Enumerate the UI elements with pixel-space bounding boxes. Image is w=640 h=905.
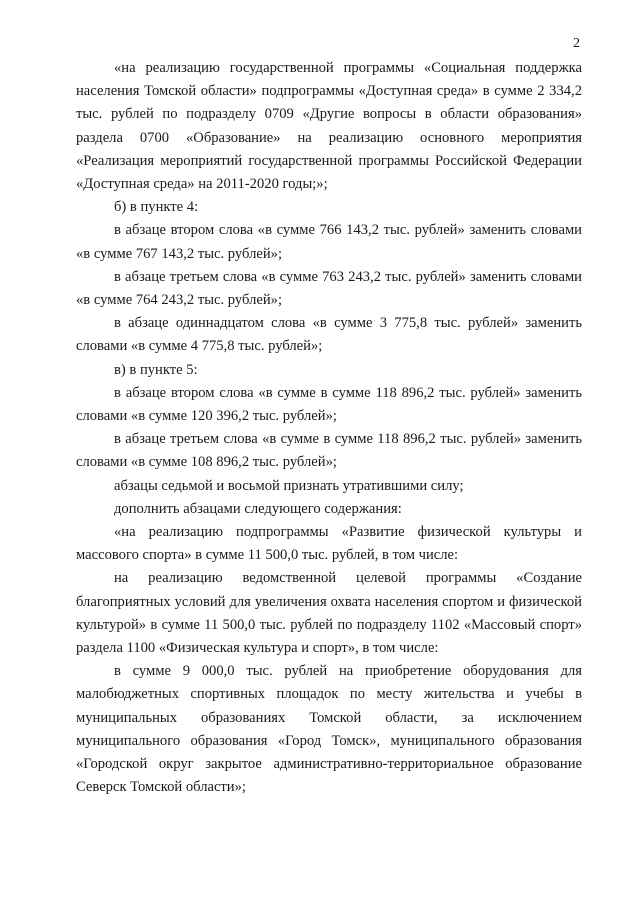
paragraph: в) в пункте 5:	[114, 361, 198, 378]
paragraph: на реализацию ведомственной целевой программы «Создание благоприятных условий для увеличения охвата населения спортом и физической культурой» в сумме 11 500,0 тыс. рублей по подразделу 1102 «Массовый спорт» раздела 1100 «Физическая культура и спорт», в том числе:	[76, 570, 582, 657]
paragraph: в абзаце втором слова «в сумме 766 143,2 тыс. рублей» заменить словами «в сумме 767 143,2 тыс. рублей»;	[76, 222, 582, 262]
paragraph: в абзаце третьем слова «в сумме 763 243,2 тыс. рублей» заменить словами «в сумме 764 243,2 тыс. рублей»;	[76, 268, 582, 309]
paragraph: дополнить абзацами следующего содержания:	[114, 500, 402, 517]
paragraph: в абзаце третьем слова «в сумме в сумме 118 896,2 тыс. рублей» заменить словами «в сумме 108 896,2 тыс. рублей»;	[76, 431, 582, 471]
page-number: 2	[573, 36, 580, 51]
paragraph: в сумме 9 000,0 тыс. рублей на приобретение оборудования для малобюджетных спортивных площадок по месту жительства и учебы в муниципальных образованиях Томской области, за исключением муниципального образования «Город Томск», муниципального образования «Городской округ закрытое административно-территориальное образование Северск Томской области»;	[76, 663, 582, 796]
paragraph: абзацы седьмой и восьмой признать утратившими силу;	[114, 477, 464, 494]
paragraph: в абзаце одиннадцатом слова «в сумме 3 775,8 тыс. рублей» заменить словами «в сумме 4 775,8 тыс. рублей»;	[76, 315, 582, 355]
paragraph: «на реализацию государственной программы «Социальная поддержка населения Томской области» подпрограммы «Доступная среда» в сумме 2 334,2 тыс. рублей по подразделу 0709 «Другие вопросы в области образования» раздела 0700 «Образование» на реализацию основного мероприятия «Реализация мероприятий государственной программы Российской Федерации «Доступная среда» на 2011-2020 годы;»;	[76, 60, 582, 193]
paragraph: «на реализацию подпрограммы «Развитие физической культуры и массового спорта» в сумме 11 500,0 тыс. рублей, в том числе:	[76, 524, 582, 564]
document-body	[76, 57, 582, 800]
paragraph: б) в пункте 4:	[114, 199, 199, 216]
paragraph: в абзаце втором слова «в сумме в сумме 118 896,2 тыс. рублей» заменить словами «в сумме 120 396,2 тыс. рублей»;	[76, 384, 582, 425]
